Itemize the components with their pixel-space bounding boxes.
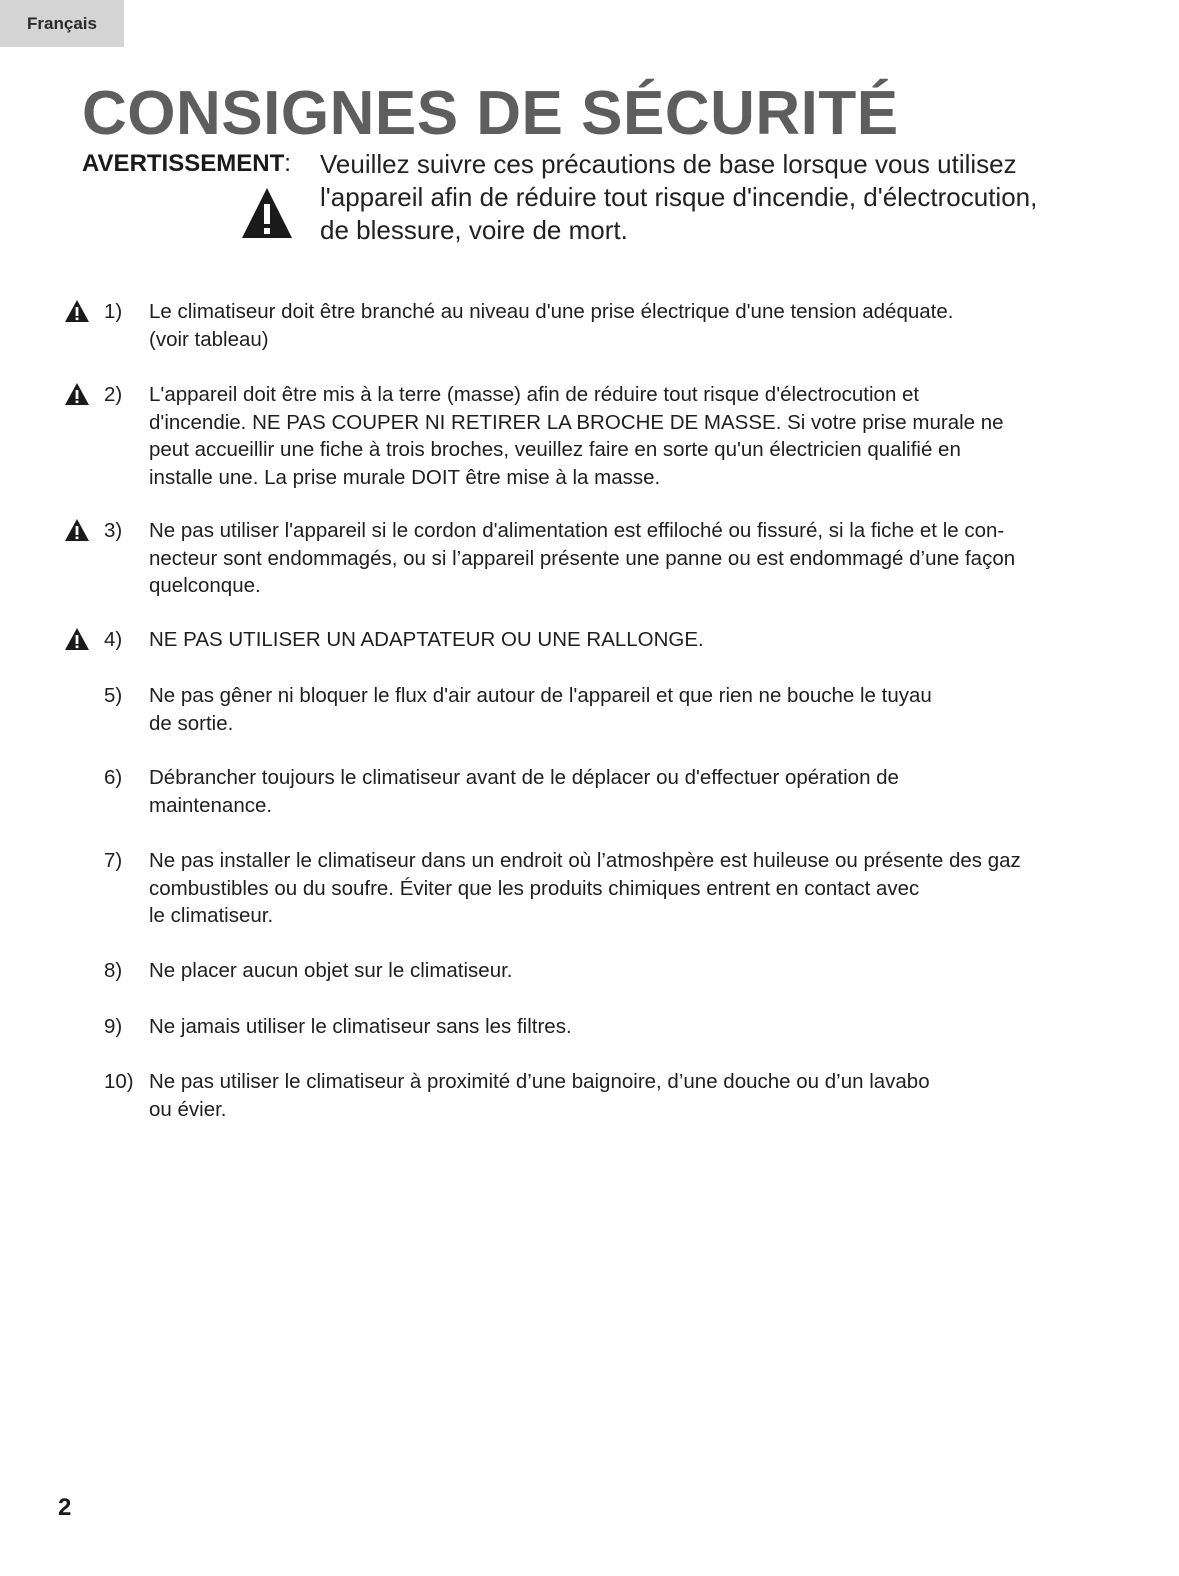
item-text	[149, 764, 1114, 819]
item-line: maintenance.	[149, 793, 273, 817]
language-tab-label: Français	[27, 13, 97, 33]
item-line: necteur sont endommagés, ou si l’appareil présente une panne ou est endommagé d’une façon	[149, 546, 1016, 570]
item-number: 9)	[104, 1015, 123, 1038]
warning-line: de blessure, voire de mort.	[320, 215, 628, 245]
item-text	[149, 381, 1114, 491]
item-text	[149, 847, 1114, 930]
item-number: 3)	[104, 519, 123, 542]
item-number: 5)	[104, 684, 123, 707]
item-number: 7)	[104, 849, 123, 872]
item-line: ou évier.	[149, 1097, 227, 1121]
item-number: 1)	[104, 300, 123, 323]
item-line: Ne pas utiliser l'appareil si le cordon d'alimentation est effiloché ou fissuré, si la fiche et le con-	[149, 519, 1005, 542]
page-title: CONSIGNES DE SÉCURITÉ	[82, 79, 899, 148]
item-line: Débrancher toujours le climatiseur avant de le déplacer ou d'effectuer opération de	[149, 766, 899, 789]
item-line: Ne placer aucun objet sur le climatiseur.	[149, 959, 513, 982]
warning-triangle-icon	[64, 627, 90, 651]
item-number: 4)	[104, 628, 123, 651]
item-line: Ne pas utiliser le climatiseur à proximité d’une baignoire, d’une douche ou d’un lavabo	[149, 1070, 930, 1093]
warning-text	[320, 148, 1110, 247]
item-line: peut accueillir une fiche à trois broches, veuillez faire en sorte qu'un électricien qualifié en	[149, 438, 961, 461]
item-text	[149, 626, 1114, 654]
item-line: combustibles ou du soufre. Éviter que les produits chimiques entrent en contact avec	[149, 876, 920, 900]
item-line: le climatiseur.	[149, 904, 274, 927]
item-line: installe une. La prise murale DOIT être mise à la masse.	[149, 465, 661, 489]
warning-triangle-icon	[64, 382, 90, 406]
item-line: de sortie.	[149, 711, 234, 735]
item-line: Ne pas gêner ni bloquer le flux d'air autour de l'appareil et que rien ne bouche le tuyau	[149, 684, 932, 707]
item-number: 10)	[104, 1070, 134, 1093]
warning-triangle-icon	[64, 518, 90, 542]
item-number: 6)	[104, 766, 123, 789]
item-text	[149, 298, 1114, 353]
item-text	[149, 1068, 1114, 1123]
warning-triangle-icon	[64, 299, 90, 323]
item-text	[149, 682, 1114, 737]
language-tab	[0, 0, 124, 47]
item-text	[149, 957, 1114, 985]
item-line: quelconque.	[149, 574, 261, 597]
warning-triangle-icon	[240, 186, 294, 240]
warning-line: l'appareil afin de réduire tout risque d'incendie, d'électrocution,	[320, 182, 1038, 212]
item-text	[149, 517, 1114, 600]
warning-label	[82, 150, 291, 178]
item-line: Ne jamais utiliser le climatiseur sans les filtres.	[149, 1015, 572, 1038]
page-number: 2	[58, 1494, 72, 1521]
item-text	[149, 1013, 1114, 1041]
warning-label-separator: :	[284, 150, 291, 177]
item-line: Ne pas installer le climatiseur dans un endroit où l’atmoshpère est huileuse ou présente des gaz	[149, 849, 1021, 872]
item-line: NE PAS UTILISER UN ADAPTATEUR OU UNE RALLONGE.	[149, 628, 704, 651]
item-line: d'incendie. NE PAS COUPER NI RETIRER LA BROCHE DE MASSE. Si votre prise murale ne	[149, 410, 1004, 434]
warning-line: Veuillez suivre ces précautions de base lorsque vous utilisez	[320, 149, 1017, 179]
item-line: L'appareil doit être mis à la terre (masse) afin de réduire tout risque d'électrocution et	[149, 383, 920, 406]
item-number: 8)	[104, 959, 123, 982]
item-line: (voir tableau)	[149, 327, 269, 351]
item-number: 2)	[104, 383, 123, 406]
warning-label-text: AVERTISSEMENT	[82, 150, 285, 177]
item-line: Le climatiseur doit être branché au niveau d'une prise électrique d'une tension adéquate.	[149, 300, 954, 323]
